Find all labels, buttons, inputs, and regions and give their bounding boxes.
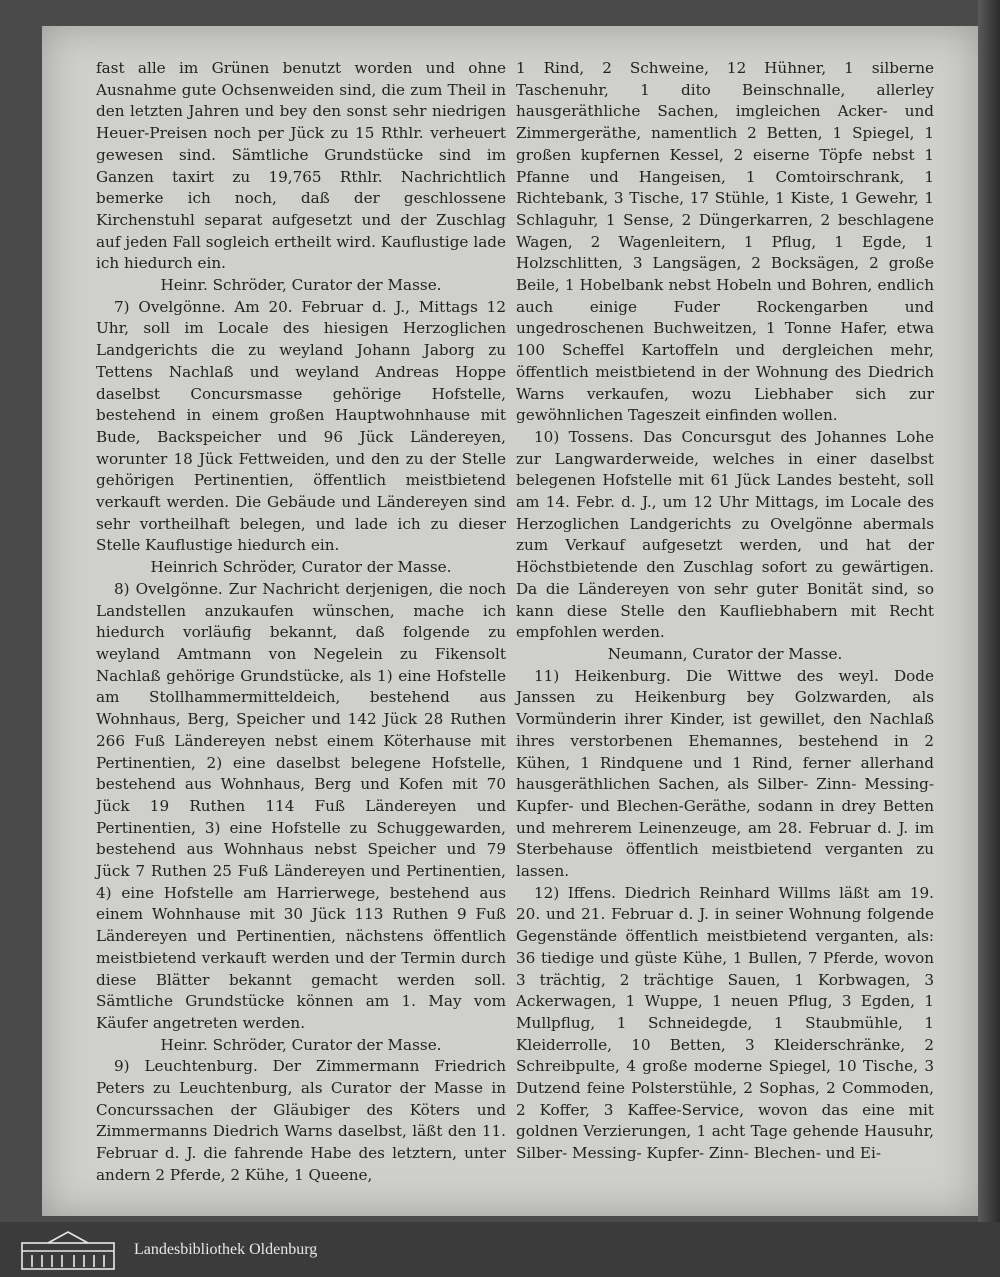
library-name: Landesbibliothek Oldenburg: [134, 1240, 318, 1258]
paragraph: 1 Rind, 2 Schweine, 12 Hühner, 1 silberne Taschenuhr, 1 dito Beinschnalle, allerley hausgeräthliche Sachen, imgleichen Acker- und Zimmergeräthe, namentlich 2 Betten, 1 Spiegel, 1 großen kupfernen Kessel, 2 eiserne Töpfe nebst 1 Pfanne und Hangeisen, 1 Comtoirschrank, 1 Richtebank, 3 Tische, 17 Stühle, 1 Kiste, 1 Gewehr, 1 Schlaguhr, 1 Sense, 2 Düngerkarren, 2 beschlagene Wagen, 2 Wagenleitern, 1 Pflug, 1 Egde, 1 Holzschlitten, 3 Langsägen, 2 Bocksägen, 2 große Beile, 1 Hobelbank nebst Hobeln und Bohren, endlich auch einige Fuder Rockengarben und ungedroschenen Buchweitzen, 1 Tonne Hafer, etwa 100 Scheffel Kartoffeln und dergleichen mehr, öffentlich meistbietend in der Wohnung des Diedrich Warns verkaufen, wozu Liebhaber sich zur gewöhnlichen Tageszeit einfinden wollen.: [516, 59, 934, 425]
paragraph: fast alle im Grünen benutzt worden und ohne Ausnahme gute Ochsenweiden sind, die zum Theil in den letzten Jahren und bey den sonst sehr niedrigen Heuer-Preisen noch per Jück zu 15 Rthlr. verheuert gewesen sind. Sämtliche Grundstücke sind im Ganzen taxirt zu 19,765 Rthlr. Nachrichtlich bemerke ich noch, daß der geschlossene Kirchenstuhl separat aufgesetzt und der Zuschlag auf jeden Fall sogleich ertheilt wird. Kauflustige lade ich hiedurch ein.: [96, 59, 506, 273]
signature: Heinrich Schröder, Curator der Masse.: [150, 558, 452, 577]
notice-12: 12) Iffens. Diedrich Reinhard Willms läßt am 19. 20. und 21. Februar d. J. in seiner Wohnung folgende Gegenstände öffentlich meistbietend verganten, als: 36 tiedige und güste Kühe, 1 Bullen, 7 Pferde, wovon 3 trächtig, 2 trächtige Sauen, 1 Korbwagen, 3 Ackerwagen, 1 Wuppe, 1 neuen Pflug, 3 Egden, 1 Mullpflug, 1 Schneidegde, 1 Staubmühle, 1 Kleiderrolle, 10 Betten, 3 Kleiderschränke, 2 Schreibpulte, 4 große moderne Spiegel, 10 Tische, 3 Dutzend feine Polsterstühle, 2 Sophas, 2 Commoden, 2 Koffer, 3 Kaffee-Service, wovon das eine mit goldnen Verzierungen, 1 acht Tage gehende Hausuhr, Silber- Messing- Kupfer- Zinn- Blechen- und Ei-: [516, 883, 934, 1163]
notice-11: 11) Heikenburg. Die Wittwe des weyl. Dode Janssen zu Heikenburg bey Golzwarden, als Vormünderin ihrer Kinder, ist gewillet, den Nachlaß ihres verstorbenen Ehemannes, bestehend in 2 Kühen, 1 Rindquene und 1 Rind, ferner allerhand hausgeräthlichen Sachen, als Silber- Zinn- Messing- Kupfer- und Blechen-Geräthe, sodann in drey Betten und mehrerem Leinenzeuge, am 28. Februar d. J. im Sterbehause öffentlich meistbietend verganten zu lassen.: [516, 666, 934, 881]
right-column: [516, 58, 934, 1165]
library-footer: [0, 1222, 1000, 1277]
library-building-icon: [18, 1229, 118, 1271]
signature: Heinr. Schröder, Curator der Masse.: [160, 276, 442, 295]
signature: Neumann, Curator der Masse.: [607, 644, 843, 663]
notice-9: 9) Leuchtenburg. Der Zimmermann Friedrich Peters zu Leuchtenburg, als Curator der Masse in Concurssachen der Gläubiger des Köters und Zimmermanns Diedrich Warns daselbst, läßt den 11. Februar d. J. die fahrende Habe des letztern, unter andern 2 Pferde, 2 Kühe, 1 Queene,: [96, 1057, 506, 1184]
notice-7: 7) Ovelgönne. Am 20. Februar d. J., Mittags 12 Uhr, soll im Locale des hiesigen Herzoglichen Landgerichts die zu weyland Johann Jaborg zu Tettens Nachlaß und weyland Andreas Hoppe daselbst Concursmasse gehörige Hofstelle, bestehend in einem großen Hauptwohnhause mit Bude, Backspeicher und 96 Jück Ländereyen, worunter 18 Jück Fettweiden, und den zu der Stelle gehörigen Pertinentien, öffentlich meistbietend verkauft werden. Die Gebäude und Ländereyen sind sehr vortheilhaft belegen, und lade ich zu dieser Stelle Kauflustige hiedurch ein.: [96, 297, 506, 555]
notice-10: 10) Tossens. Das Concursgut des Johannes Lohe zur Langwarderweide, welches in einer daselbst belegenen Hofstelle mit 61 Jück Landes besteht, soll am 14. Febr. d. J., um 12 Uhr Mittags, im Locale des Herzoglichen Landgerichts zu Ovelgönne abermals zum Verkauf aufgesetzt werden, und hat der Höchstbietende den Zuschlag sofort zu gewärtigen. Da die Ländereyen von sehr guter Bonität sind, so kann diese Stelle den Kaufliebhabern mit Recht empfohlen werden.: [516, 427, 934, 642]
signature: Heinr. Schröder, Curator der Masse.: [160, 1035, 442, 1054]
page-edge: [978, 0, 1000, 1222]
notice-8: 8) Ovelgönne. Zur Nachricht derjenigen, die noch Landstellen anzukaufen wünschen, mache ich hiedurch vorläufig bekannt, daß folgende zu weyland Amtmann von Negelein zu Fikensolt Nachlaß gehörige Grundstücke, als 1) eine Hofstelle am Stollhammermitteldeich, bestehend aus Wohnhaus, Berg, Speicher und 142 Jück 28 Ruthen 266 Fuß Ländereyen nebst einem Köterhause mit Pertinentien, 2) eine daselbst belegene Hofstelle, bestehend aus Wohnhaus, Berg und Kofen mit 70 Jück 19 Ruthen 114 Fuß Ländereyen und Pertinentien, 3) eine Hofstelle zu Schuggewarden, bestehend aus Wohnhaus nebst Speicher und 79 Jück 7 Ruthen 25 Fuß Ländereyen und Pertinentien, 4) eine Hofstelle am Harrierwege, bestehend aus einem Wohnhause mit 30 Jück 113 Ruthen 9 Fuß Ländereyen und Pertinentien, nächstens öffentlich meistbietend verkauft werden und der Termin durch diese Blätter bekannt gemacht werden soll. Sämtliche Grundstücke können am 1. May vom Käufer angetreten werden.: [96, 579, 506, 1032]
left-column: [96, 58, 506, 1187]
